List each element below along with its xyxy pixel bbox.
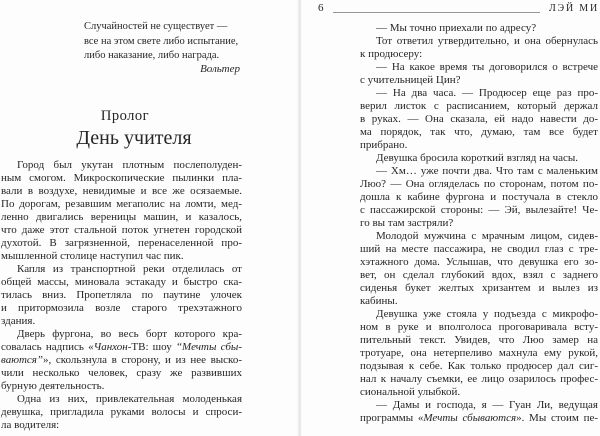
text-line: и притормозила возле старого трехэтажного [1, 302, 242, 314]
text-line: ший на месте пассажира, не сводил глаз с тре- [360, 243, 598, 255]
text-line: пительный текст. Увидев, что Люо замер на [360, 334, 598, 346]
text-line: вет, он сделал глубокий вдох, взял с заднего [360, 269, 598, 281]
text-line: ма порядок, так что, думаю, там все будет [360, 126, 598, 138]
text-line: — Дамы и господа, я — Гуан Ли, ведущая [376, 399, 598, 411]
text-line: подзывая к себе. Как только продюсер дал сиг- [360, 360, 598, 372]
running-head [300, 0, 600, 20]
text-line: го вы там застряли? [360, 217, 454, 229]
text-line: дошла к кабине фургона и постучала в стекло [360, 191, 598, 203]
text-line: в руках. — Она сказала, ей надо навести до- [360, 113, 598, 125]
text-line: Девушка бросила короткий взгляд на часы. [376, 152, 579, 164]
text-line: общей массы, миновала эстакаду и быстро ска- [1, 276, 242, 288]
paragraph [360, 399, 598, 425]
paragraph [1, 159, 242, 263]
left-page-text [1, 159, 242, 432]
text-line: ном в руке и вполголоса проговаривала всту- [360, 321, 598, 333]
text-line: бурную деятельность. [1, 380, 105, 392]
prologue-heading: Пролог [100, 108, 150, 124]
text-line: Молодой мужчина с мрачным лицом, сидев- [376, 230, 598, 242]
paragraph [360, 165, 598, 230]
text-line: Город был укутан плотным послеполуден- [17, 159, 242, 171]
text-line: прибрано. [360, 139, 408, 151]
chapter-title: День учителя [76, 127, 192, 149]
text-line: ла водителя: [1, 419, 60, 431]
epigraph-line: все на этом свете либо испытание, [84, 35, 239, 47]
text-line: кабины. [360, 295, 398, 307]
text-line: верил листок с расписанием, который держал [360, 100, 598, 112]
paragraph [1, 393, 242, 432]
text-line: Люо? — Она огляделась по сторонам, потом по- [360, 178, 598, 190]
text-line: совалась надпись «Чанхон-ТВ: шоу “Мечты сбы- [1, 341, 242, 353]
text-line: сиональной улыбкой. [360, 386, 461, 398]
text-line: ваются”», скользнула в сторону, и из нее выско- [1, 354, 242, 366]
paragraph [1, 263, 242, 328]
text-line: Дверь фургона, во весь борт которого кра- [17, 328, 242, 340]
epigraph [84, 20, 246, 64]
page-number: 6 [318, 2, 324, 14]
right-page-text [360, 22, 598, 425]
epigraph-line: Случайностей не существует — [84, 21, 228, 32]
running-title: ЛЭЙ МИ [548, 3, 599, 14]
paragraph [360, 152, 598, 165]
paragraph [360, 35, 598, 61]
text-line: девушка, пригладила руками волосы и спроси- [1, 406, 242, 418]
text-line: тротуаре, она нетерпеливо махнула ему рукой, [360, 347, 598, 359]
right-page [300, 0, 600, 436]
text-line: — Хм… уже почти два. Что там с маленьким [376, 165, 598, 177]
text-line: Капля из транспортной реки отделилась от [17, 263, 242, 275]
text-line: с пассажирской стороны: — Эй, вылезайте! Че- [360, 204, 598, 216]
paragraph [360, 61, 598, 87]
text-line: вали в воздухе, невидимые и все же осязаемые. [1, 185, 242, 197]
text-line: — Мы точно приехали по адресу? [376, 22, 537, 34]
text-line: мышленной столице наступил час пик. [1, 250, 184, 262]
paragraph [360, 22, 598, 35]
text-line: Тот ответил утвердительно, и она обернулась [376, 35, 598, 47]
text-line: — На два часа. — Продюсер еще раз про- [376, 87, 598, 99]
epigraph-line: либо наказание, либо награда. [84, 50, 220, 62]
text-line: ным смогом. Микроскопические пылинки пла- [1, 172, 242, 184]
text-line: тилась вниз. Пропетляла по паутине улочек [1, 289, 242, 301]
text-line: здания. [1, 315, 36, 327]
text-line: что даже этот стальной поток угнетен городской [1, 224, 242, 236]
text-line: программы «Мечты сбываются». Мы стоим пе- [360, 412, 598, 424]
running-head-rule [333, 12, 540, 13]
left-page [0, 0, 299, 436]
text-line: духотой. В загрязненной, перенаселенной про- [1, 237, 242, 249]
text-line: с учительницей Цин? [360, 74, 461, 86]
paragraph [360, 87, 598, 152]
text-line: сиденья букет желтых хризантем и вылез из [360, 282, 598, 294]
text-line: — На какое время ты договорился о встрече [376, 61, 598, 73]
text-line: чили несколько человек, сразу же развивших [1, 367, 242, 379]
text-line: Девушка уже стояла у подъезда с микрофо- [376, 308, 598, 320]
text-line: нал к началу съемки, ее лицо озарилось профес- [360, 373, 598, 385]
text-line: По дорогам, резавшим мегаполис на ломти, мед- [1, 198, 242, 210]
text-line: ленно двигались вереницы машин, и казалось, [1, 211, 242, 223]
epigraph-author: Вольтер [200, 63, 240, 75]
text-line: хэтажного дома. Услышав, что девушка его зо- [360, 256, 598, 268]
paragraph [1, 328, 242, 393]
paragraph [360, 230, 598, 308]
text-line: Одна из них, привлекательная молоденькая [17, 393, 242, 405]
paragraph [360, 308, 598, 399]
text-line: к продюсеру: [360, 48, 423, 60]
